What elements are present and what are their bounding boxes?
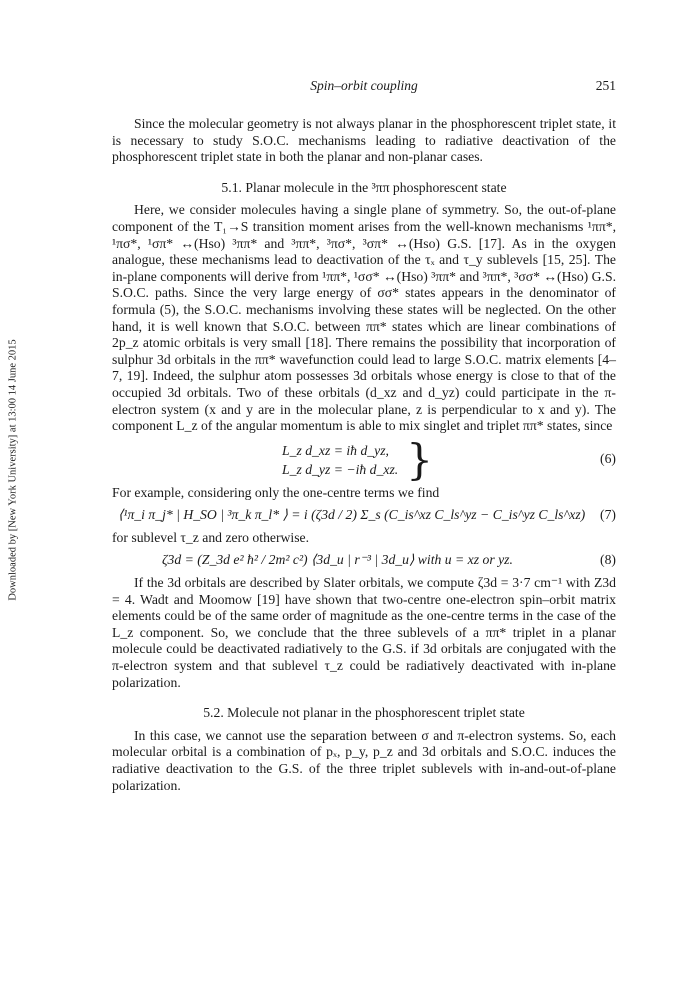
equation-8-body: ζ3d = (Z_3d e² ħ² / 2m² c²) ⟨3d_u | r⁻³ | 3d_u⟩ with u = xz or yz.: [162, 552, 513, 568]
section-heading-5-1: 5.1. Planar molecule in the ³ππ phosphorescent state: [221, 179, 507, 195]
equation-brace: }: [406, 434, 433, 484]
intro-paragraph: Since the molecular geometry is not always planar in the phosphorescent triplet state, it is necessary to study S.O.C. mechanisms leading to radiative deactivation of the phosphorescent triplet state in both the planar and non-planar cases.: [112, 116, 616, 165]
equation-7-body: ⟨¹π_i π_j* | H_SO | ³π_k π_l* ⟩ = i (ζ3d / 2) Σ_s (C_is^xz C_ls^yz − C_is^yz C_ls^xz): [118, 507, 586, 523]
section-5-1-paragraph-1: Here, we consider molecules having a single plane of symmetry. So, the out-of-plane component of the T₁→S transition moment arises from the well-known mechanisms ¹ππ*, ¹πσ*, ¹σπ* ↔(Hso) ³ππ* and ³ππ*, ³πσ*, ³σπ* ↔(Hso) G.S. [17]. As in the oxygen analogue, these mechanisms lead to deactivation of the τₓ and τ_y sublevels [15, 25]. The in-plane components will derive from ¹ππ*, ¹σσ* ↔(Hso) ³ππ* and ³ππ*, ³σσ* ↔(Hso) G.S. S.O.C. paths. Since the very large energy of σσ* states appears in the denominator of formula (5), the S.O.C. mechanisms involving these states will be neglected. On the other hand, it is well known that S.O.C. between ππ* states which are linear combinations of 2p_z atomic orbitals is very small [18]. There remains the possibility that incorporation of sulphur 3d orbitals in the ππ* wavefunction could lead to large S.O.C. matrix elements [4–7, 19]. Indeed, the sulphur atom possesses 3d orbitals whose energy is close to that of the occupied 3d orbitals. Two of these orbitals (d_xz and d_yz) could participate in the π-electron system (x and y are in the molecular plane, z is perpendicular to x and y). The component L_z of the angular momentum is able to mix singlet and triplet ππ* states, since: [112, 202, 616, 434]
section-5-1-paragraph-2: For example, considering only the one-centre terms we find: [112, 484, 440, 500]
page-header: [112, 78, 616, 100]
article-body: [112, 116, 616, 794]
equation-7: [112, 507, 616, 524]
equation-8: [112, 552, 616, 569]
equation-8-number: (8): [600, 552, 616, 568]
equation-6-line-1: L_z d_xz = iħ d_yz,: [282, 442, 389, 458]
section-heading-5-2: 5.2. Molecule not planar in the phosphorescent triplet state: [203, 705, 525, 721]
running-title: Spin–orbit coupling: [310, 78, 418, 93]
download-watermark-text: Downloaded by [New York University] at 13:00 14 June 2015: [7, 339, 19, 601]
equation-6: [112, 434, 616, 484]
page-number: 251: [595, 78, 616, 93]
download-watermark: [2, 270, 24, 670]
equation-7-number: (7): [600, 507, 616, 523]
section-5-2-paragraph-1: In this case, we cannot use the separation between σ and π-electron systems. So, each molecular orbital is a combination of pₓ, p_y, p_z and 3d orbitals and S.O.C. induces the radiative deactivation to the G.S. of the three triplet sublevels with in-and-out-of-plane polarization.: [112, 727, 616, 793]
equation-6-line-2: L_z d_yz = −iħ d_xz.: [282, 461, 399, 477]
section-5-1-paragraph-4: If the 3d orbitals are described by Slater orbitals, we compute ζ3d = 3·7 cm⁻¹ with Z3d = 4. Wadt and Moomow [19] have shown that two-centre one-electron spin–orbit matrix elements could be of the same order of magnitude as the one-centre terms in the case of the L_z component. So, we conclude that the three sublevels of a ππ* triplet in a planar molecule could be deactivated radiatively to the G.S. if 3d orbitals are conjugated with the π-electron system and that sublevel τ_z could be radiatively deactivated with in-plane polarization.: [112, 575, 616, 690]
equation-6-number: (6): [600, 451, 616, 467]
section-5-1-paragraph-3: for sublevel τ_z and zero otherwise.: [112, 529, 310, 545]
